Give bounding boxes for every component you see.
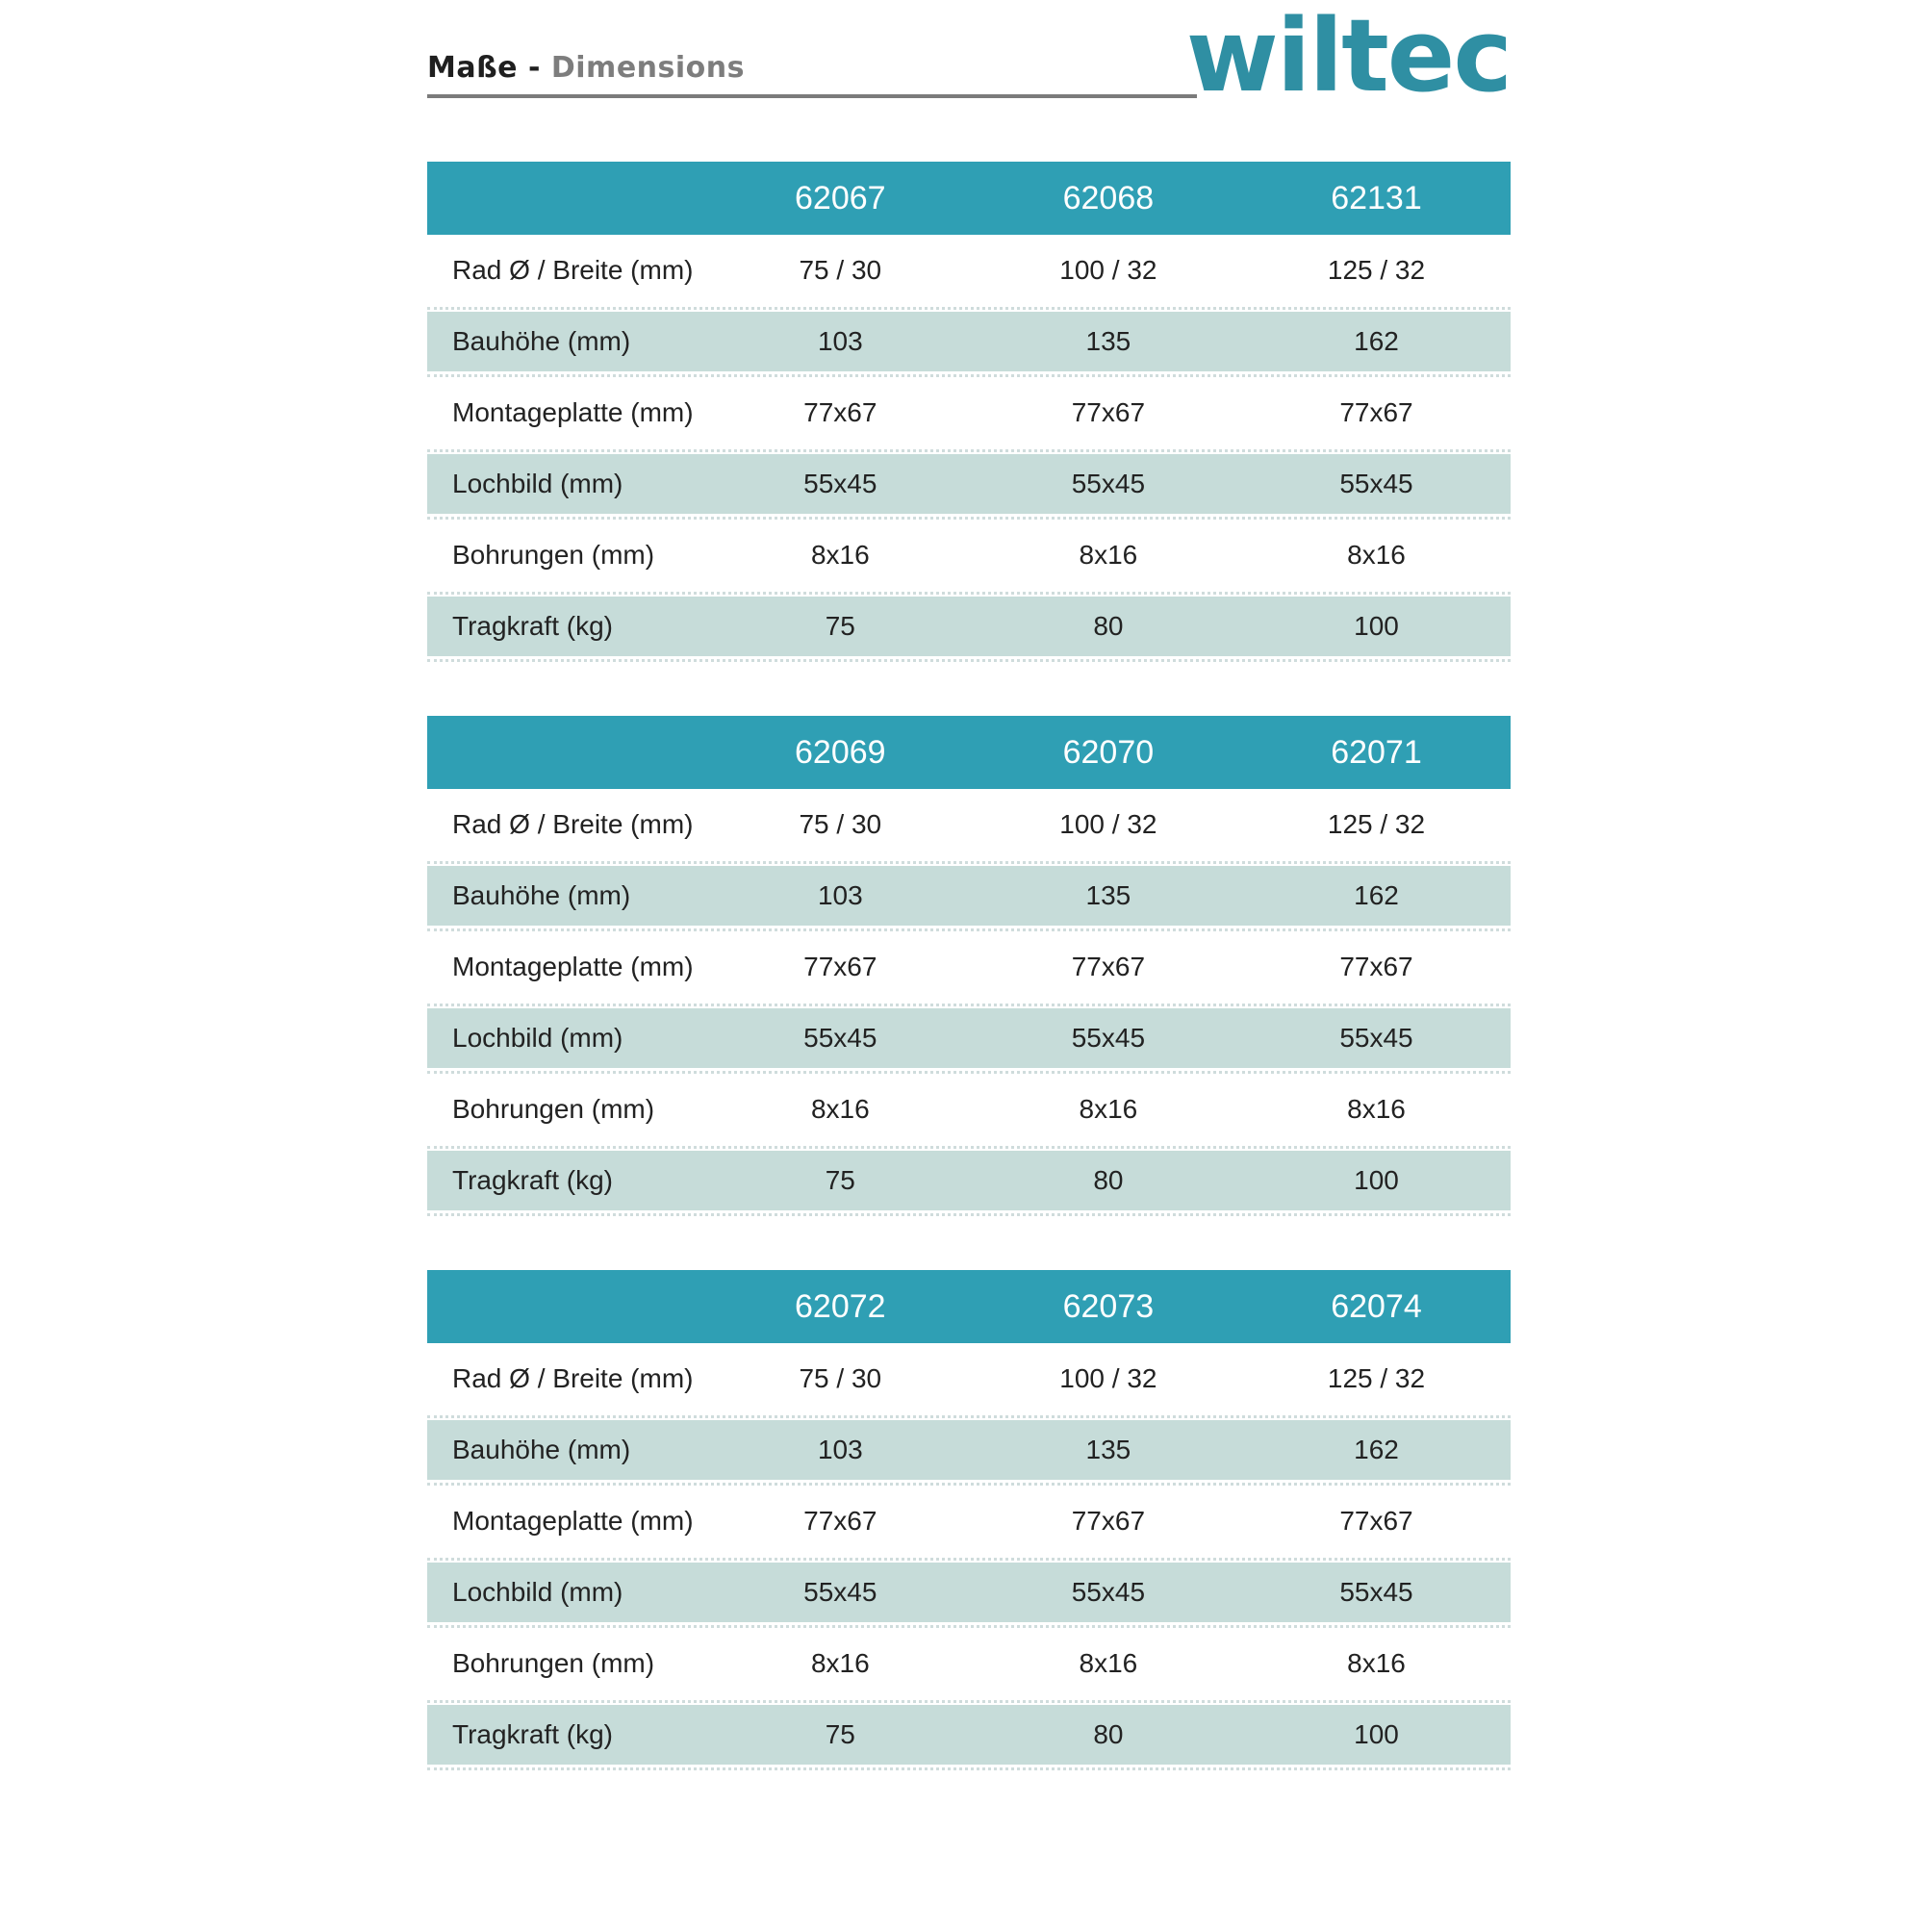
- table-cell: 77x67: [1071, 397, 1146, 427]
- spec-table: [427, 162, 1511, 656]
- table-cell: 55x45: [1339, 469, 1413, 498]
- table-row: [427, 933, 1511, 1001]
- table-cell: 135: [1085, 880, 1131, 910]
- row-label: Lochbild (mm): [452, 1577, 623, 1607]
- row-label: Rad Ø / Breite (mm): [452, 809, 694, 839]
- table-cell: 75 / 30: [799, 1363, 882, 1393]
- table-cell: 100: [1354, 611, 1399, 641]
- table-row: [427, 1345, 1511, 1412]
- row-label: Rad Ø / Breite (mm): [452, 255, 694, 285]
- table-cell: 162: [1354, 326, 1399, 356]
- brand-logo: wiltec: [1185, 0, 1511, 114]
- row-label: Montageplatte (mm): [452, 397, 694, 427]
- article-number-header: 62072: [795, 1287, 886, 1325]
- table-cell: 100 / 32: [1059, 1363, 1157, 1393]
- table-cell: 77x67: [1071, 1506, 1146, 1536]
- table-cell: 8x16: [1079, 1094, 1138, 1124]
- table-cell: 8x16: [1347, 1094, 1406, 1124]
- page-header: [427, 0, 1511, 114]
- table-cell: 77x67: [803, 952, 877, 981]
- table-row: [427, 1151, 1511, 1210]
- table-cell: 135: [1085, 1435, 1131, 1464]
- table-row: [427, 312, 1511, 371]
- row-label: Bohrungen (mm): [452, 1094, 655, 1124]
- table-cell: 100: [1354, 1165, 1399, 1195]
- table-row: [427, 1076, 1511, 1143]
- row-label: Lochbild (mm): [452, 1023, 623, 1053]
- header-rule: [427, 94, 1197, 98]
- table-cell: 8x16: [1347, 1648, 1406, 1678]
- table-row: [427, 866, 1511, 926]
- table-cell: 162: [1354, 1435, 1399, 1464]
- table-row: [427, 1008, 1511, 1068]
- article-number-header: 62069: [795, 733, 886, 771]
- article-number-header: 62073: [1062, 1287, 1155, 1325]
- row-label: Bauhöhe (mm): [452, 1435, 631, 1464]
- row-label: Montageplatte (mm): [452, 952, 694, 981]
- table-cell: 77x67: [1071, 952, 1146, 981]
- table-cell: 55x45: [1339, 1577, 1413, 1607]
- table-row: [427, 379, 1511, 446]
- table-cell: 125 / 32: [1327, 1363, 1426, 1393]
- table-cell: 80: [1093, 1165, 1124, 1195]
- table-header-row: [427, 162, 1511, 235]
- table-row: [427, 1563, 1511, 1622]
- article-number-header: 62131: [1331, 179, 1422, 216]
- table-row: [427, 454, 1511, 514]
- table-cell: 100: [1354, 1719, 1399, 1749]
- table-cell: 77x67: [1339, 397, 1413, 427]
- table-cell: 55x45: [1339, 1023, 1413, 1053]
- row-label: Tragkraft (kg): [452, 1165, 613, 1195]
- page-title: [427, 51, 745, 85]
- row-label: Tragkraft (kg): [452, 611, 613, 641]
- table-cell: 75 / 30: [799, 255, 882, 285]
- table-cell: 75 / 30: [799, 809, 882, 839]
- title-english: Dimensions: [550, 51, 745, 85]
- table-cell: 55x45: [1071, 469, 1146, 498]
- table-row: [427, 791, 1511, 858]
- table-cell: 55x45: [803, 469, 877, 498]
- article-number-header: 62067: [795, 179, 886, 216]
- row-label: Montageplatte (mm): [452, 1506, 694, 1536]
- row-label: Bauhöhe (mm): [452, 880, 631, 910]
- table-cell: 77x67: [1339, 952, 1413, 981]
- article-number-header: 62074: [1331, 1287, 1422, 1325]
- row-label: Rad Ø / Breite (mm): [452, 1363, 694, 1393]
- table-cell: 103: [817, 880, 863, 910]
- table-cell: 75: [825, 611, 855, 641]
- row-label: Lochbild (mm): [452, 469, 623, 498]
- table-cell: 135: [1085, 326, 1131, 356]
- table-cell: 8x16: [810, 1094, 870, 1124]
- table-cell: 55x45: [1071, 1577, 1146, 1607]
- table-row: [427, 597, 1511, 656]
- table-cell: 125 / 32: [1327, 809, 1426, 839]
- title-german: Maße: [427, 51, 519, 85]
- table-cell: 100 / 32: [1059, 255, 1157, 285]
- spec-tables: [427, 162, 1511, 1765]
- row-label: Bohrungen (mm): [452, 1648, 655, 1678]
- table-header-row: [427, 716, 1511, 789]
- table-cell: 125 / 32: [1327, 255, 1426, 285]
- table-cell: 80: [1093, 1719, 1124, 1749]
- table-cell: 77x67: [1339, 1506, 1413, 1536]
- table-row: [427, 1487, 1511, 1555]
- table-row: [427, 1420, 1511, 1480]
- table-row: [427, 237, 1511, 304]
- article-number-header: 62070: [1062, 733, 1155, 771]
- table-row: [427, 521, 1511, 589]
- table-cell: 8x16: [1347, 540, 1406, 570]
- table-cell: 8x16: [810, 540, 870, 570]
- title-separator: -: [518, 51, 551, 85]
- table-cell: 100 / 32: [1059, 809, 1157, 839]
- table-cell: 77x67: [803, 1506, 877, 1536]
- article-number-header: 62071: [1331, 733, 1422, 771]
- dimensions-sheet: [427, 0, 1511, 1824]
- table-cell: 103: [817, 326, 863, 356]
- table-cell: 55x45: [803, 1577, 877, 1607]
- table-cell: 8x16: [1079, 540, 1138, 570]
- article-number-header: 62068: [1062, 179, 1155, 216]
- table-row: [427, 1705, 1511, 1765]
- spec-table: [427, 716, 1511, 1210]
- table-cell: 8x16: [810, 1648, 870, 1678]
- table-cell: 75: [825, 1719, 855, 1749]
- table-header-row: [427, 1270, 1511, 1343]
- table-cell: 75: [825, 1165, 855, 1195]
- table-cell: 55x45: [1071, 1023, 1146, 1053]
- table-cell: 8x16: [1079, 1648, 1138, 1678]
- table-cell: 103: [817, 1435, 863, 1464]
- row-label: Bauhöhe (mm): [452, 326, 631, 356]
- table-cell: 80: [1093, 611, 1124, 641]
- table-cell: 77x67: [803, 397, 877, 427]
- row-label: Tragkraft (kg): [452, 1719, 613, 1749]
- row-label: Bohrungen (mm): [452, 540, 655, 570]
- spec-table: [427, 1270, 1511, 1765]
- table-cell: 162: [1354, 880, 1399, 910]
- table-row: [427, 1630, 1511, 1697]
- table-cell: 55x45: [803, 1023, 877, 1053]
